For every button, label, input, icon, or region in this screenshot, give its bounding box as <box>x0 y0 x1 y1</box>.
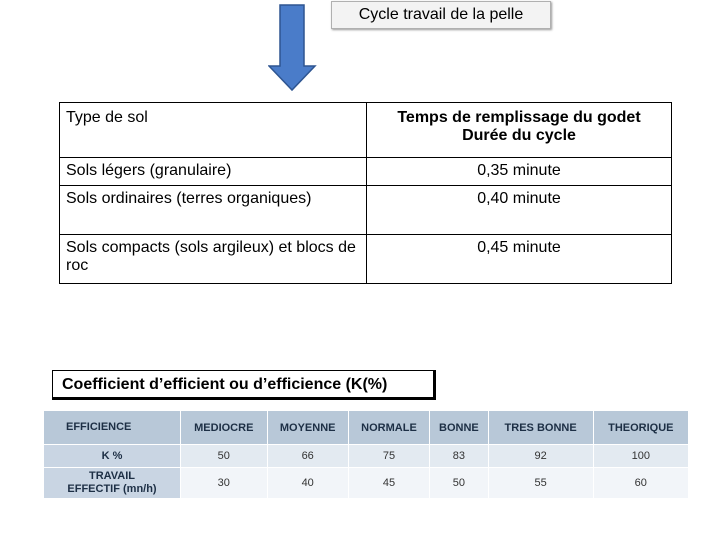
table-row <box>60 158 672 186</box>
k-value: 75 <box>348 445 429 468</box>
cycle-time-cell: 0,40 minute <box>367 186 672 235</box>
cycle-time-cell: 0,35 minute <box>367 158 672 186</box>
efficiency-header: TRES BONNE <box>488 411 593 445</box>
cycle-time-cell: 0,45 minute <box>367 235 672 284</box>
arrow-down-icon <box>268 4 318 92</box>
page-title: Cycle travail de la pelle <box>331 1 551 29</box>
efficiency-header-row <box>44 411 689 445</box>
k-value: 83 <box>430 445 488 468</box>
header-line-2: Durée du cycle <box>462 127 576 144</box>
header-cycle-time <box>367 103 672 158</box>
coefficient-label: Coefficient d’efficient ou d’efficience (K(%) <box>52 370 436 400</box>
travail-effectif-label <box>44 468 181 499</box>
soil-cycle-table <box>59 102 672 284</box>
travail-value: 40 <box>267 468 348 499</box>
table-header-row <box>60 103 672 158</box>
header-line-1: Temps de remplissage du godet <box>397 109 641 126</box>
efficiency-header: MOYENNE <box>267 411 348 445</box>
efficiency-header: EFFICIENCE <box>44 411 181 445</box>
efficiency-header: THEORIQUE <box>593 411 688 445</box>
travail-value: 55 <box>488 468 593 499</box>
travail-value: 30 <box>181 468 268 499</box>
travail-value: 50 <box>430 468 488 499</box>
table-row <box>60 235 672 284</box>
soil-type-cell: Sols compacts (sols argileux) et blocs de roc <box>60 235 367 284</box>
table-row <box>60 186 672 235</box>
travail-label-line-1: TRAVAIL <box>88 470 136 482</box>
k-percent-row <box>44 445 689 468</box>
header-soil-type: Type de sol <box>60 103 367 158</box>
k-value: 66 <box>267 445 348 468</box>
soil-type-cell: Sols ordinaires (terres organiques) <box>60 186 367 235</box>
k-value: 50 <box>181 445 268 468</box>
travail-label-line-2: EFFECTIF (mn/h) <box>67 483 157 495</box>
efficiency-table <box>44 411 689 499</box>
efficiency-header: MEDIOCRE <box>181 411 268 445</box>
k-value: 92 <box>488 445 593 468</box>
k-percent-label: K % <box>44 445 181 468</box>
k-value: 100 <box>593 445 688 468</box>
soil-type-cell: Sols légers (granulaire) <box>60 158 367 186</box>
efficiency-header: BONNE <box>430 411 488 445</box>
efficiency-header: NORMALE <box>348 411 429 445</box>
travail-value: 45 <box>348 468 429 499</box>
travail-effectif-row <box>44 468 689 499</box>
travail-value: 60 <box>593 468 688 499</box>
